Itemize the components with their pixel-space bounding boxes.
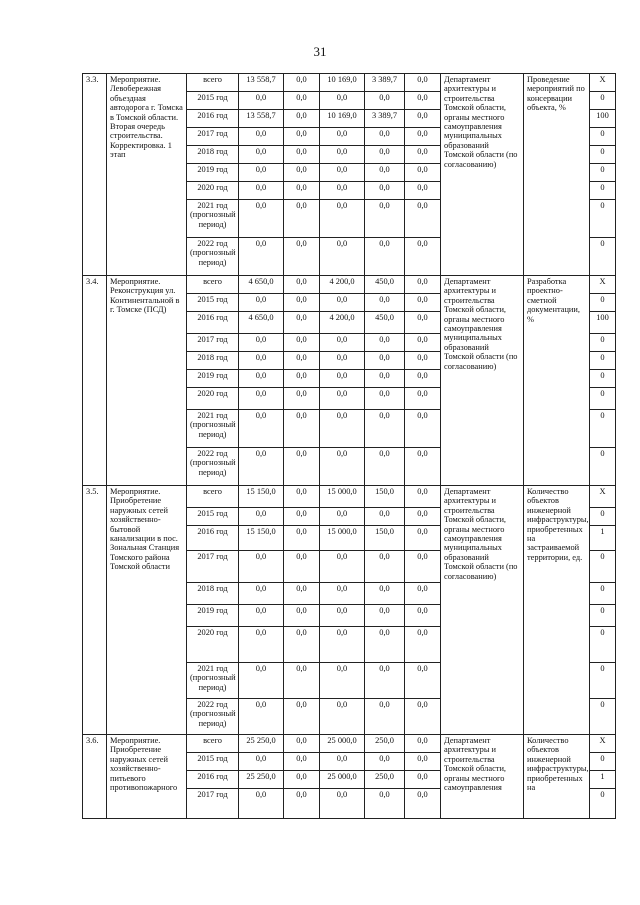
extrabudget-cell: 0,0 bbox=[405, 789, 441, 819]
indicator-value-cell: X bbox=[590, 486, 616, 508]
total-cell: 0,0 bbox=[239, 789, 284, 819]
total-cell: 15 150,0 bbox=[239, 486, 284, 508]
municipal-cell: 0,0 bbox=[365, 627, 405, 663]
federal-cell: 0,0 bbox=[284, 146, 320, 164]
total-cell: 0,0 bbox=[239, 508, 284, 526]
municipal-cell: 0,0 bbox=[365, 583, 405, 605]
municipal-cell: 250,0 bbox=[365, 735, 405, 753]
municipal-cell: 0,0 bbox=[365, 448, 405, 486]
regional-cell: 0,0 bbox=[320, 92, 365, 110]
year-cell: всего bbox=[187, 276, 239, 294]
regional-cell: 0,0 bbox=[320, 352, 365, 370]
measure-code: 3.6. bbox=[83, 735, 107, 819]
year-cell: всего bbox=[187, 486, 239, 508]
regional-cell: 15 000,0 bbox=[320, 526, 365, 551]
municipal-cell: 150,0 bbox=[365, 526, 405, 551]
regional-cell: 0,0 bbox=[320, 334, 365, 352]
federal-cell: 0,0 bbox=[284, 605, 320, 627]
regional-cell: 0,0 bbox=[320, 627, 365, 663]
municipal-cell: 0,0 bbox=[365, 699, 405, 735]
total-cell: 0,0 bbox=[239, 663, 284, 699]
year-cell: 2017 год bbox=[187, 334, 239, 352]
regional-cell: 0,0 bbox=[320, 238, 365, 276]
municipal-cell: 0,0 bbox=[365, 200, 405, 238]
municipal-cell: 150,0 bbox=[365, 486, 405, 508]
municipal-cell: 0,0 bbox=[365, 128, 405, 146]
total-cell: 0,0 bbox=[239, 238, 284, 276]
year-cell: всего bbox=[187, 735, 239, 753]
indicator-value-cell: 0 bbox=[590, 699, 616, 735]
extrabudget-cell: 0,0 bbox=[405, 92, 441, 110]
regional-cell: 0,0 bbox=[320, 508, 365, 526]
indicator-value-cell: 0 bbox=[590, 605, 616, 627]
year-cell: 2020 год bbox=[187, 627, 239, 663]
table-row bbox=[83, 74, 616, 92]
year-cell: 2019 год bbox=[187, 605, 239, 627]
extrabudget-cell: 0,0 bbox=[405, 200, 441, 238]
executor-cell: Департамент архитектуры и строительства Томской области, органы местного самоуправления муниципальных образований Томской области (по согласованию) bbox=[441, 276, 524, 486]
year-cell: 2016 год bbox=[187, 771, 239, 789]
regional-cell: 4 200,0 bbox=[320, 276, 365, 294]
year-cell: 2022 год (прогнозный период) bbox=[187, 699, 239, 735]
indicator-value-cell: 1 bbox=[590, 771, 616, 789]
municipal-cell: 0,0 bbox=[365, 605, 405, 627]
municipal-cell: 250,0 bbox=[365, 771, 405, 789]
federal-cell: 0,0 bbox=[284, 735, 320, 753]
municipal-cell: 450,0 bbox=[365, 276, 405, 294]
year-cell: всего bbox=[187, 74, 239, 92]
year-cell: 2015 год bbox=[187, 92, 239, 110]
extrabudget-cell: 0,0 bbox=[405, 699, 441, 735]
indicator-name-cell: Количество объектов инженерной инфраструктуры, приобретенных на bbox=[524, 735, 590, 819]
total-cell: 0,0 bbox=[239, 182, 284, 200]
indicator-value-cell: 0 bbox=[590, 789, 616, 819]
regional-cell: 0,0 bbox=[320, 583, 365, 605]
extrabudget-cell: 0,0 bbox=[405, 238, 441, 276]
indicator-value-cell: 0 bbox=[590, 448, 616, 486]
table-row bbox=[83, 486, 616, 508]
measure-name: Мероприятие. Реконструкция ул. Континентальной в г. Томске (ПСД) bbox=[107, 276, 187, 486]
federal-cell: 0,0 bbox=[284, 92, 320, 110]
municipal-cell: 450,0 bbox=[365, 312, 405, 334]
total-cell: 13 558,7 bbox=[239, 110, 284, 128]
federal-cell: 0,0 bbox=[284, 110, 320, 128]
extrabudget-cell: 0,0 bbox=[405, 294, 441, 312]
indicator-value-cell: 0 bbox=[590, 627, 616, 663]
extrabudget-cell: 0,0 bbox=[405, 110, 441, 128]
municipal-cell: 0,0 bbox=[365, 294, 405, 312]
indicator-value-cell: 0 bbox=[590, 551, 616, 583]
extrabudget-cell: 0,0 bbox=[405, 388, 441, 410]
regional-cell: 0,0 bbox=[320, 128, 365, 146]
total-cell: 0,0 bbox=[239, 448, 284, 486]
indicator-value-cell: 0 bbox=[590, 410, 616, 448]
indicator-value-cell: 100 bbox=[590, 312, 616, 334]
municipal-cell: 0,0 bbox=[365, 238, 405, 276]
indicator-value-cell: 1 bbox=[590, 526, 616, 551]
municipal-cell: 0,0 bbox=[365, 753, 405, 771]
extrabudget-cell: 0,0 bbox=[405, 627, 441, 663]
indicator-value-cell: 100 bbox=[590, 110, 616, 128]
federal-cell: 0,0 bbox=[284, 486, 320, 508]
year-cell: 2020 год bbox=[187, 388, 239, 410]
total-cell: 0,0 bbox=[239, 128, 284, 146]
federal-cell: 0,0 bbox=[284, 551, 320, 583]
indicator-name-cell: Проведение мероприятий по консервации объекта, % bbox=[524, 74, 590, 276]
indicator-value-cell: X bbox=[590, 74, 616, 92]
total-cell: 0,0 bbox=[239, 294, 284, 312]
year-cell: 2016 год bbox=[187, 526, 239, 551]
municipal-cell: 0,0 bbox=[365, 164, 405, 182]
federal-cell: 0,0 bbox=[284, 753, 320, 771]
indicator-value-cell: 0 bbox=[590, 182, 616, 200]
federal-cell: 0,0 bbox=[284, 627, 320, 663]
extrabudget-cell: 0,0 bbox=[405, 164, 441, 182]
municipal-cell: 3 389,7 bbox=[365, 74, 405, 92]
page-number: 31 bbox=[313, 44, 327, 59]
total-cell: 0,0 bbox=[239, 699, 284, 735]
total-cell: 13 558,7 bbox=[239, 74, 284, 92]
regional-cell: 25 000,0 bbox=[320, 735, 365, 753]
year-cell: 2015 год bbox=[187, 753, 239, 771]
indicator-value-cell: 0 bbox=[590, 146, 616, 164]
indicator-value-cell: 0 bbox=[590, 294, 616, 312]
regional-cell: 0,0 bbox=[320, 200, 365, 238]
municipal-cell: 0,0 bbox=[365, 388, 405, 410]
total-cell: 0,0 bbox=[239, 627, 284, 663]
regional-cell: 0,0 bbox=[320, 448, 365, 486]
federal-cell: 0,0 bbox=[284, 699, 320, 735]
year-cell: 2022 год (прогнозный период) bbox=[187, 238, 239, 276]
federal-cell: 0,0 bbox=[284, 771, 320, 789]
executor-cell: Департамент архитектуры и строительства Томской области, органы местного самоуправления муниципальных образований Томской области (по согласованию) bbox=[441, 486, 524, 735]
year-cell: 2018 год bbox=[187, 352, 239, 370]
indicator-value-cell: 0 bbox=[590, 583, 616, 605]
regional-cell: 0,0 bbox=[320, 294, 365, 312]
total-cell: 0,0 bbox=[239, 583, 284, 605]
indicator-value-cell: X bbox=[590, 276, 616, 294]
extrabudget-cell: 0,0 bbox=[405, 508, 441, 526]
regional-cell: 10 169,0 bbox=[320, 110, 365, 128]
federal-cell: 0,0 bbox=[284, 182, 320, 200]
extrabudget-cell: 0,0 bbox=[405, 276, 441, 294]
regional-cell: 10 169,0 bbox=[320, 74, 365, 92]
federal-cell: 0,0 bbox=[284, 276, 320, 294]
federal-cell: 0,0 bbox=[284, 238, 320, 276]
federal-cell: 0,0 bbox=[284, 334, 320, 352]
total-cell: 0,0 bbox=[239, 388, 284, 410]
federal-cell: 0,0 bbox=[284, 448, 320, 486]
federal-cell: 0,0 bbox=[284, 526, 320, 551]
table-row bbox=[83, 735, 616, 753]
measure-name: Мероприятие. Левобережная объездная автодорога г. Томска в Томской области. Вторая очередь строительства. Корректировка. 1 этап bbox=[107, 74, 187, 276]
extrabudget-cell: 0,0 bbox=[405, 486, 441, 508]
municipal-cell: 0,0 bbox=[365, 663, 405, 699]
extrabudget-cell: 0,0 bbox=[405, 526, 441, 551]
extrabudget-cell: 0,0 bbox=[405, 334, 441, 352]
indicator-name-cell: Количество объектов инженерной инфраструктуры, приобретенных на застраиваемой территории, ед. bbox=[524, 486, 590, 735]
federal-cell: 0,0 bbox=[284, 294, 320, 312]
year-cell: 2022 год (прогнозный период) bbox=[187, 448, 239, 486]
indicator-value-cell: X bbox=[590, 735, 616, 753]
extrabudget-cell: 0,0 bbox=[405, 352, 441, 370]
extrabudget-cell: 0,0 bbox=[405, 182, 441, 200]
year-cell: 2016 год bbox=[187, 312, 239, 334]
year-cell: 2020 год bbox=[187, 182, 239, 200]
municipal-cell: 0,0 bbox=[365, 370, 405, 388]
regional-cell: 0,0 bbox=[320, 388, 365, 410]
year-cell: 2018 год bbox=[187, 583, 239, 605]
regional-cell: 0,0 bbox=[320, 164, 365, 182]
federal-cell: 0,0 bbox=[284, 352, 320, 370]
regional-cell: 4 200,0 bbox=[320, 312, 365, 334]
year-cell: 2021 год (прогнозный период) bbox=[187, 200, 239, 238]
municipal-cell: 0,0 bbox=[365, 352, 405, 370]
extrabudget-cell: 0,0 bbox=[405, 605, 441, 627]
regional-cell: 0,0 bbox=[320, 663, 365, 699]
federal-cell: 0,0 bbox=[284, 128, 320, 146]
regional-cell: 15 000,0 bbox=[320, 486, 365, 508]
total-cell: 0,0 bbox=[239, 92, 284, 110]
total-cell: 0,0 bbox=[239, 164, 284, 182]
total-cell: 25 250,0 bbox=[239, 771, 284, 789]
municipal-cell: 0,0 bbox=[365, 334, 405, 352]
measure-code: 3.3. bbox=[83, 74, 107, 276]
total-cell: 0,0 bbox=[239, 410, 284, 448]
extrabudget-cell: 0,0 bbox=[405, 74, 441, 92]
measure-name: Мероприятие. Приобретение наружных сетей хозяйственно-бытовой канализации в пос. Зональная Станция Томского района Томской области bbox=[107, 486, 187, 735]
municipal-cell: 0,0 bbox=[365, 508, 405, 526]
regional-cell: 0,0 bbox=[320, 789, 365, 819]
municipal-cell: 0,0 bbox=[365, 551, 405, 583]
measure-code: 3.5. bbox=[83, 486, 107, 735]
municipal-cell: 0,0 bbox=[365, 146, 405, 164]
total-cell: 0,0 bbox=[239, 146, 284, 164]
regional-cell: 0,0 bbox=[320, 370, 365, 388]
extrabudget-cell: 0,0 bbox=[405, 370, 441, 388]
federal-cell: 0,0 bbox=[284, 200, 320, 238]
indicator-value-cell: 0 bbox=[590, 663, 616, 699]
indicator-value-cell: 0 bbox=[590, 128, 616, 146]
municipal-cell: 0,0 bbox=[365, 92, 405, 110]
executor-cell: Департамент архитектуры и строительства Томской области, органы местного самоуправления муниципальных образований Томской области (по согласованию) bbox=[441, 74, 524, 276]
regional-cell: 25 000,0 bbox=[320, 771, 365, 789]
program-measures-table bbox=[82, 73, 616, 819]
total-cell: 15 150,0 bbox=[239, 526, 284, 551]
total-cell: 0,0 bbox=[239, 200, 284, 238]
extrabudget-cell: 0,0 bbox=[405, 410, 441, 448]
year-cell: 2019 год bbox=[187, 370, 239, 388]
extrabudget-cell: 0,0 bbox=[405, 128, 441, 146]
extrabudget-cell: 0,0 bbox=[405, 448, 441, 486]
federal-cell: 0,0 bbox=[284, 789, 320, 819]
extrabudget-cell: 0,0 bbox=[405, 663, 441, 699]
federal-cell: 0,0 bbox=[284, 583, 320, 605]
indicator-value-cell: 0 bbox=[590, 352, 616, 370]
indicator-value-cell: 0 bbox=[590, 508, 616, 526]
total-cell: 25 250,0 bbox=[239, 735, 284, 753]
federal-cell: 0,0 bbox=[284, 164, 320, 182]
year-cell: 2019 год bbox=[187, 164, 239, 182]
federal-cell: 0,0 bbox=[284, 508, 320, 526]
extrabudget-cell: 0,0 bbox=[405, 312, 441, 334]
year-cell: 2017 год bbox=[187, 551, 239, 583]
regional-cell: 0,0 bbox=[320, 182, 365, 200]
total-cell: 0,0 bbox=[239, 352, 284, 370]
regional-cell: 0,0 bbox=[320, 146, 365, 164]
municipal-cell: 0,0 bbox=[365, 182, 405, 200]
indicator-value-cell: 0 bbox=[590, 753, 616, 771]
federal-cell: 0,0 bbox=[284, 74, 320, 92]
indicator-value-cell: 0 bbox=[590, 238, 616, 276]
municipal-cell: 0,0 bbox=[365, 410, 405, 448]
regional-cell: 0,0 bbox=[320, 410, 365, 448]
total-cell: 0,0 bbox=[239, 753, 284, 771]
extrabudget-cell: 0,0 bbox=[405, 146, 441, 164]
extrabudget-cell: 0,0 bbox=[405, 583, 441, 605]
municipal-cell: 0,0 bbox=[365, 789, 405, 819]
total-cell: 0,0 bbox=[239, 334, 284, 352]
total-cell: 0,0 bbox=[239, 370, 284, 388]
federal-cell: 0,0 bbox=[284, 388, 320, 410]
federal-cell: 0,0 bbox=[284, 312, 320, 334]
indicator-value-cell: 0 bbox=[590, 92, 616, 110]
federal-cell: 0,0 bbox=[284, 370, 320, 388]
indicator-value-cell: 0 bbox=[590, 334, 616, 352]
executor-cell: Департамент архитектуры и строительства Томской области, органы местного самоуправления bbox=[441, 735, 524, 819]
regional-cell: 0,0 bbox=[320, 699, 365, 735]
year-cell: 2017 год bbox=[187, 789, 239, 819]
total-cell: 4 650,0 bbox=[239, 276, 284, 294]
total-cell: 0,0 bbox=[239, 551, 284, 583]
year-cell: 2015 год bbox=[187, 508, 239, 526]
extrabudget-cell: 0,0 bbox=[405, 771, 441, 789]
indicator-name-cell: Разработка проектно-сметной документации, % bbox=[524, 276, 590, 486]
regional-cell: 0,0 bbox=[320, 753, 365, 771]
measure-code: 3.4. bbox=[83, 276, 107, 486]
indicator-value-cell: 0 bbox=[590, 370, 616, 388]
total-cell: 4 650,0 bbox=[239, 312, 284, 334]
year-cell: 2021 год (прогнозный период) bbox=[187, 663, 239, 699]
indicator-value-cell: 0 bbox=[590, 164, 616, 182]
year-cell: 2018 год bbox=[187, 146, 239, 164]
regional-cell: 0,0 bbox=[320, 551, 365, 583]
extrabudget-cell: 0,0 bbox=[405, 735, 441, 753]
indicator-value-cell: 0 bbox=[590, 200, 616, 238]
extrabudget-cell: 0,0 bbox=[405, 753, 441, 771]
regional-cell: 0,0 bbox=[320, 605, 365, 627]
year-cell: 2017 год bbox=[187, 128, 239, 146]
federal-cell: 0,0 bbox=[284, 663, 320, 699]
municipal-cell: 3 389,7 bbox=[365, 110, 405, 128]
year-cell: 2016 год bbox=[187, 110, 239, 128]
extrabudget-cell: 0,0 bbox=[405, 551, 441, 583]
measure-name: Мероприятие. Приобретение наружных сетей хозяйственно-питьевого противопожарного bbox=[107, 735, 187, 819]
year-cell: 2021 год (прогнозный период) bbox=[187, 410, 239, 448]
total-cell: 0,0 bbox=[239, 605, 284, 627]
year-cell: 2015 год bbox=[187, 294, 239, 312]
indicator-value-cell: 0 bbox=[590, 388, 616, 410]
federal-cell: 0,0 bbox=[284, 410, 320, 448]
table-row bbox=[83, 276, 616, 294]
